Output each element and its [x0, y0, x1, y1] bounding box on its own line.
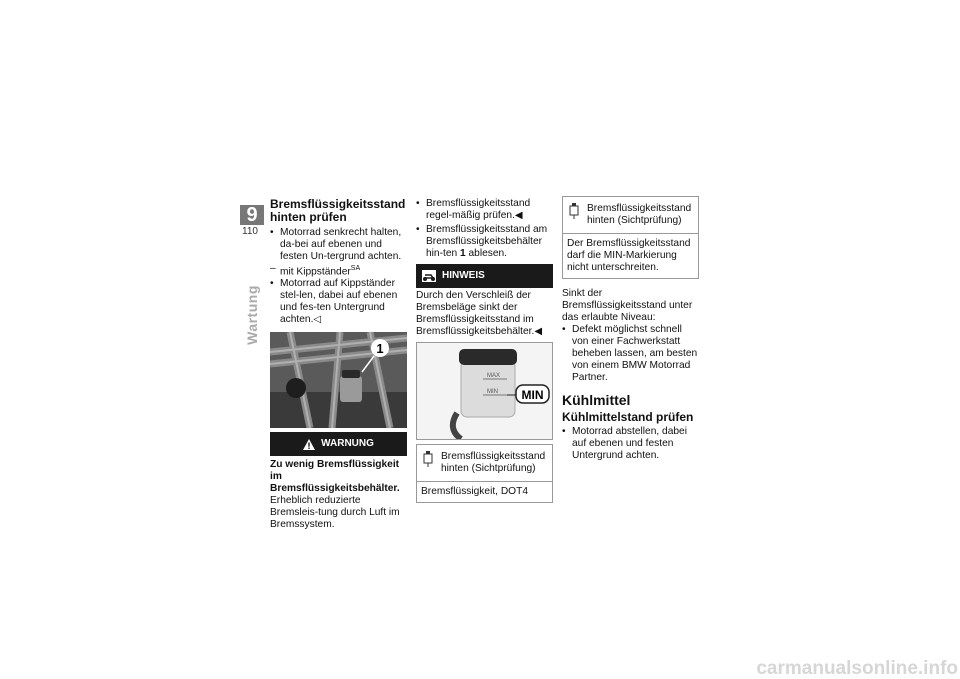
warning-label: WARNUNG [321, 438, 374, 450]
column-2 [416, 198, 553, 503]
spec-value: Der Bremsflüssigkeitsstand darf die MIN-Markierung nicht unterschreiten. [567, 238, 691, 273]
spec-title: Bremsflüssigkeitsstand hinten (Sichtprüfung) [587, 203, 692, 226]
note-label: HINWEIS [442, 270, 485, 281]
section-tab [232, 285, 272, 345]
column-3 [562, 196, 699, 462]
motorcycle-photo [270, 332, 407, 428]
warning-heading: Zu wenig Bremsflüssigkeit im Bremsflüssigkeitsbehälter. [270, 459, 400, 495]
max-marking: MAX [487, 373, 501, 379]
spec-title: Bremsflüssigkeitsstand hinten (Sichtprüfung) [441, 451, 546, 474]
motorcycle-note-icon [422, 270, 436, 282]
warning-bar [270, 432, 407, 456]
paragraph: Sinkt der Bremsflüssigkeitsstand unter das erlaubte Niveau: [562, 288, 693, 323]
section-label: Wartung [244, 285, 260, 345]
page-number: 110 [242, 226, 258, 237]
photo-callout: 1 [376, 341, 384, 357]
spec-value: Bremsflüssigkeit, DOT4 [421, 486, 528, 497]
list-item: • Defekt möglichst schnell von einer Fachwerkstatt beheben lassen, am besten von einem BMW Motorrad Partner. [562, 324, 698, 383]
brake-fluid-icon [569, 203, 579, 219]
spec-box [416, 444, 553, 503]
column-1 [270, 198, 407, 531]
list-item: • Bremsflüssigkeitsstand regel-mäßig prüfen.◀ [416, 198, 531, 221]
section-heading: Kühlmittel [562, 392, 631, 408]
reservoir-photo [416, 342, 553, 440]
spec-box [562, 196, 699, 279]
chapter-number: 9 [240, 205, 264, 225]
min-callout: MIN [521, 388, 544, 402]
list-item: • Bremsflüssigkeitsstand am Bremsflüssigkeitsbehälter hin-ten 1 ablesen. [416, 224, 548, 259]
warning-icon [303, 439, 315, 450]
list-item: • Motorrad senkrecht halten, da-bei auf ebenen und festen Un-tergrund achten. [270, 227, 402, 262]
note-bar [416, 264, 553, 288]
watermark: carmanualsonline.info [756, 658, 958, 679]
min-marking: MIN [487, 389, 498, 395]
brake-fluid-icon [423, 451, 433, 467]
list-item: • Motorrad auf Kippständer stel-len, dabei auf ebenen und fes-ten Untergrund achten.◁ [270, 278, 398, 326]
note-text: Durch den Verschleiß der Bremsbeläge sinkt der Bremsflüssigkeitsstand im Bremsflüssigkeitsbehälter.◀ [416, 290, 543, 337]
list-item: • Motorrad abstellen, dabei auf ebenen und festen Untergrund achten. [562, 426, 687, 461]
section-title: Bremsflüssigkeitsstand hinten prüfen [270, 197, 406, 224]
condition-item: – mit Kippständer$^{SA}$ [270, 263, 361, 278]
subsection-heading: Kühlmittelstand prüfen [562, 410, 694, 424]
warning-text: Erheblich reduzierte Bremsleis-tung durch Luft im Bremssystem. [270, 495, 400, 531]
